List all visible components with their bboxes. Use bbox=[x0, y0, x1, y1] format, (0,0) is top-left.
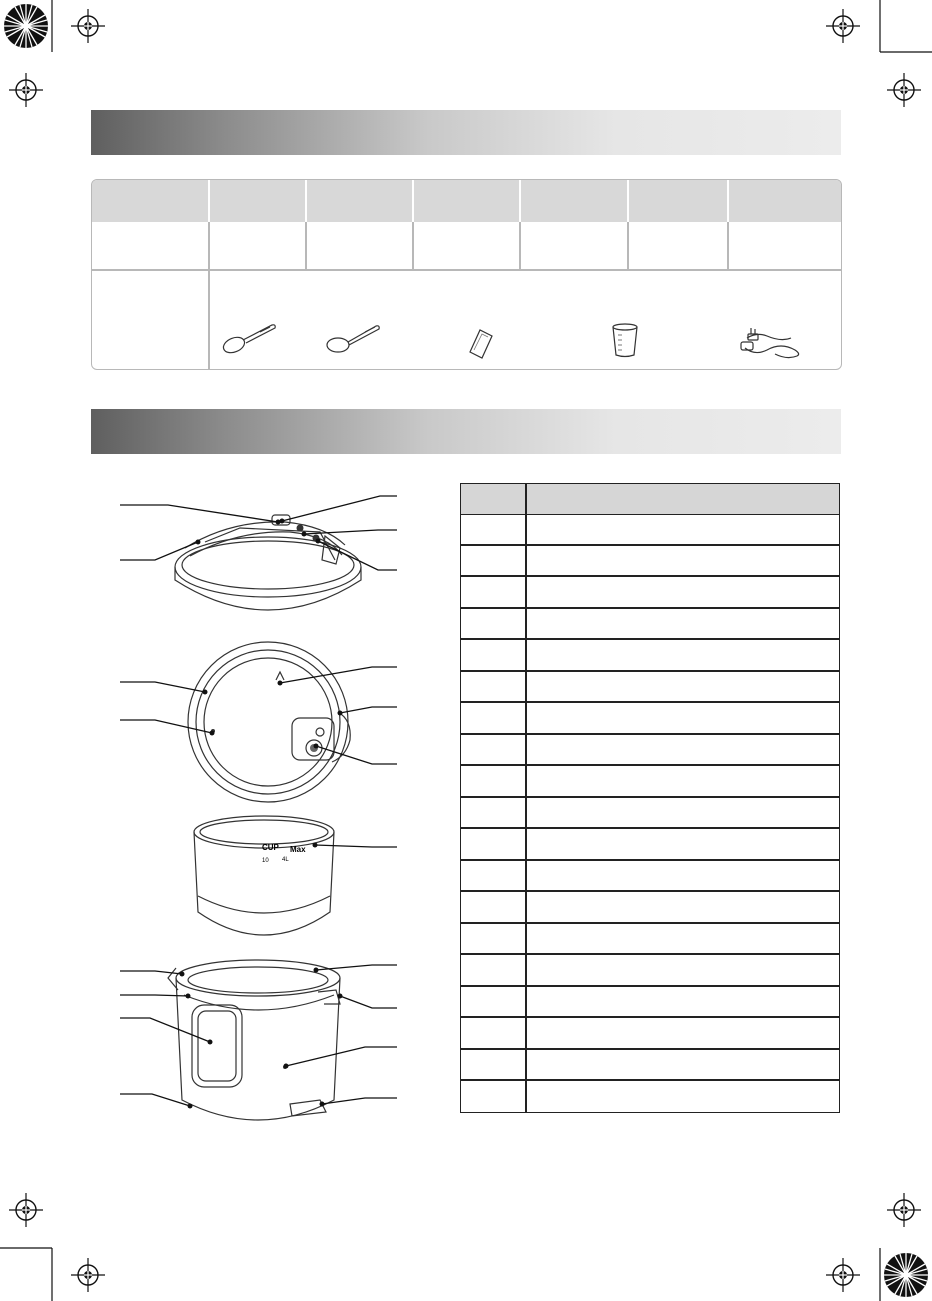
product-diagram bbox=[110, 485, 410, 1125]
power-cord-icon bbox=[737, 324, 807, 362]
parts-table bbox=[460, 483, 840, 1113]
line-number-label: 10 bbox=[262, 858, 269, 864]
leader-dots bbox=[180, 519, 343, 1109]
product-parts-section-banner bbox=[91, 409, 841, 454]
liters-label: 4L bbox=[282, 857, 289, 863]
soup-ladle-icon bbox=[324, 320, 384, 356]
accessories-table bbox=[91, 179, 842, 370]
lid-underside-illustration bbox=[188, 642, 350, 802]
inner-pot-illustration bbox=[194, 816, 334, 935]
parts-table-header bbox=[461, 484, 839, 515]
rice-spoon-icon bbox=[220, 320, 280, 356]
cup-scale-label: CUP bbox=[262, 843, 279, 852]
cooker-base-illustration bbox=[168, 960, 340, 1120]
accessories-table-header bbox=[92, 180, 841, 222]
measuring-cup-icon bbox=[610, 321, 640, 359]
lid-illustration bbox=[175, 515, 361, 610]
accessories-section-banner bbox=[91, 110, 841, 155]
max-fill-label: Max bbox=[290, 845, 306, 854]
manual-booklet-icon bbox=[466, 324, 496, 360]
